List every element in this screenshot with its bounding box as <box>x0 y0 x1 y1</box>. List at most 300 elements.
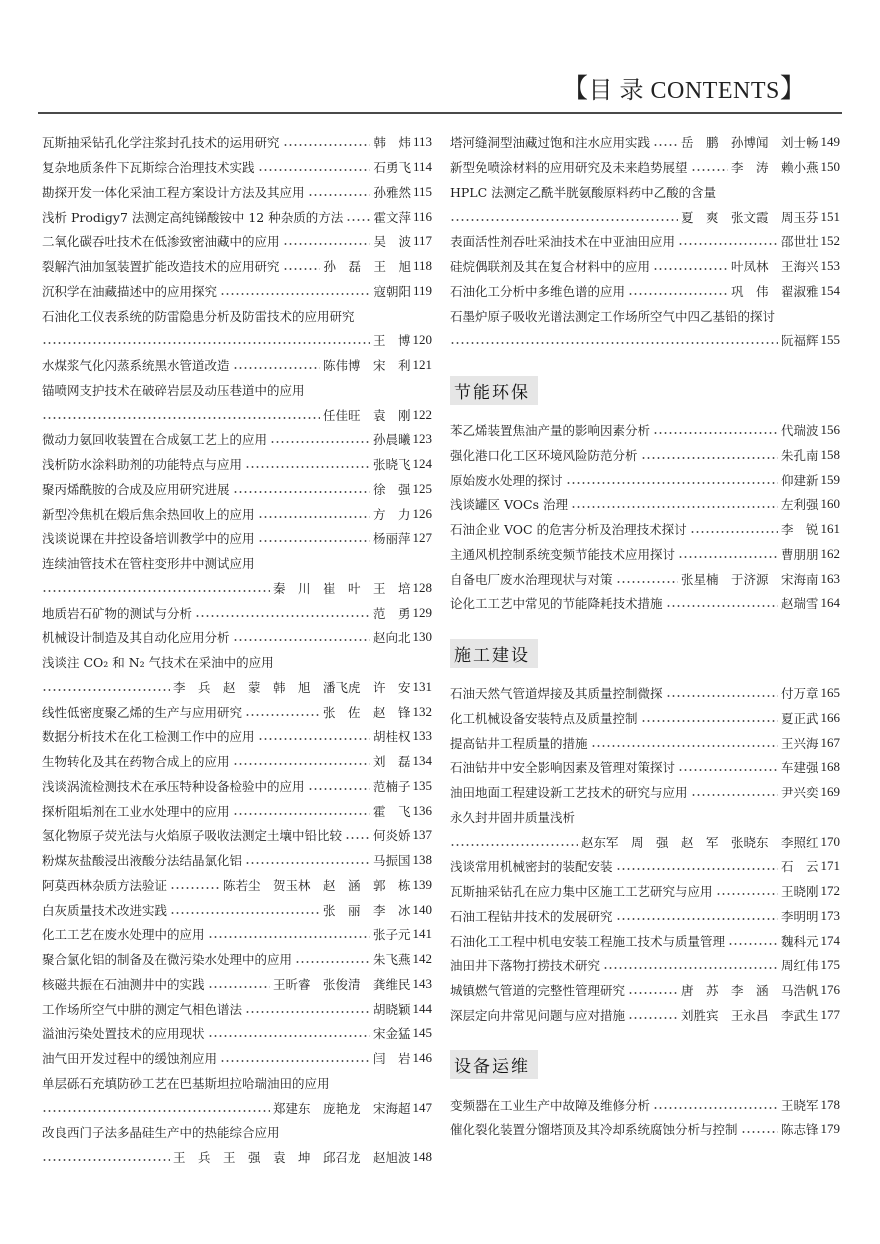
entry-authors: 左利强 <box>780 497 819 513</box>
toc-entry <box>450 542 840 567</box>
entry-authors: 李 锐 <box>780 522 819 538</box>
entry-page: 116 <box>412 208 432 224</box>
entry-title: 石油天然气管道焊接及其质量控制微探 <box>450 686 663 702</box>
entry-authors: 夏正武 <box>780 710 819 726</box>
toc-entry <box>42 947 432 972</box>
dot-leader <box>653 1107 778 1109</box>
toc-entry <box>42 501 432 526</box>
dot-leader <box>691 794 778 796</box>
toc-entry <box>42 254 432 279</box>
entry-page: 140 <box>412 901 432 917</box>
toc-entry <box>42 625 432 650</box>
toc-entry <box>450 928 840 953</box>
entry-page: 149 <box>820 134 840 150</box>
entry-page: 164 <box>820 595 840 611</box>
toc-entry <box>450 953 840 978</box>
entry-authors: 石 云 <box>780 859 819 875</box>
entry-title: 浅谈常用机械密封的装配安装 <box>450 859 613 875</box>
entry-authors: 付万章 <box>780 686 819 702</box>
toc-entry <box>450 229 840 254</box>
entry-title: 浅谈涡流检测技术在承压特种设备检验中的应用 <box>42 778 305 794</box>
entry-title: 水煤浆气化闪蒸系统黑水管道改造 <box>42 358 230 374</box>
entry-page: 147 <box>412 1099 432 1115</box>
entry-authors: 石勇飞 <box>373 160 411 176</box>
entry-page: 139 <box>412 876 432 892</box>
entry-page: 155 <box>820 332 840 348</box>
entry-title: 深层定向井常见问题与应对措施 <box>450 1007 626 1023</box>
toc-entry <box>450 780 840 805</box>
page-title: 目 录 CONTENTS <box>588 78 780 104</box>
dot-leader <box>308 788 370 790</box>
entry-authors: 孙晨曦 <box>372 432 411 448</box>
section-title-construction: 施工建设 <box>450 639 538 668</box>
entry-authors: 仰建新 <box>780 472 819 488</box>
entry-title: 聚合氯化铝的制备及在微污染水处理中的应用 <box>42 952 293 968</box>
entry-authors: 岳 鹏 孙博闻 刘士畅 <box>680 135 819 151</box>
entry-title: 原始废水处理的探讨 <box>450 472 563 488</box>
entry-page: 126 <box>412 505 432 521</box>
entry-page: 162 <box>820 545 840 561</box>
entry-page: 172 <box>820 883 840 899</box>
toc-entry <box>42 699 432 724</box>
toc-entry <box>42 972 432 997</box>
toc-entry <box>42 526 432 551</box>
toc-entry <box>42 155 432 180</box>
entry-title: 催化裂化装置分馏塔顶及其冷却系统腐蚀分析与控制 <box>450 1122 738 1138</box>
toc-entry <box>450 978 840 1003</box>
dot-leader <box>616 581 678 583</box>
entry-title: 石油化工仪表系统的防雷隐患分析及防雷技术的应用研究 <box>42 308 355 324</box>
toc-entry <box>450 180 840 205</box>
entry-authors: 孙雅然 <box>373 184 411 200</box>
entry-title: 工作场所空气中肼的测定气相色谱法 <box>42 1001 243 1017</box>
entry-page: 124 <box>412 456 432 472</box>
entry-page: 133 <box>412 728 432 744</box>
entry-title: 石油钻井中安全影响因素及管理对策探讨 <box>450 760 676 776</box>
entry-authors: 吴 波 <box>373 234 411 250</box>
entry-title: 核磁共振在石油测井中的实践 <box>42 976 205 992</box>
entry-title: 粉煤灰盐酸浸出液酸分法结晶氯化铝 <box>42 853 243 869</box>
entry-authors: 陈志锋 <box>780 1122 819 1138</box>
toc-entry <box>450 1003 840 1028</box>
entry-title: 油田井下落物打捞技术研究 <box>450 958 601 974</box>
section-title-equipment: 设备运维 <box>450 1050 538 1079</box>
entry-authors: 霍文萍 <box>373 209 411 225</box>
entry-authors: 马振国 <box>372 853 411 869</box>
toc-entry <box>42 130 432 155</box>
dot-leader <box>233 367 320 369</box>
entry-page: 176 <box>820 982 840 998</box>
entry-authors: 尹兴奕 <box>780 785 819 801</box>
toc-entry <box>42 1021 432 1046</box>
dot-leader <box>170 912 320 914</box>
entry-page: 142 <box>412 951 432 967</box>
entry-page: 178 <box>820 1096 840 1112</box>
entry-title: 瓦斯抽采钻孔化学注浆封孔技术的运用研究 <box>42 135 280 151</box>
entry-title: 锚喷网支护技术在破碎岩层及动压巷道中的应用 <box>42 382 305 398</box>
entry-authors: 宋金猛 <box>372 1026 411 1042</box>
entry-page: 125 <box>412 480 432 496</box>
entry-page: 137 <box>412 827 432 843</box>
toc-entry <box>450 879 840 904</box>
dot-leader <box>283 144 371 146</box>
dot-leader <box>233 763 370 765</box>
entry-title: 石油化工分析中多维色谱的应用 <box>450 283 626 299</box>
dot-leader <box>591 745 778 747</box>
toc-entry <box>42 798 432 823</box>
entry-page: 168 <box>820 759 840 775</box>
entry-authors: 胡晓颖 <box>372 1001 411 1017</box>
entry-authors: 闫 岩 <box>372 1051 411 1067</box>
toc-entry <box>42 551 432 576</box>
toc-entry <box>42 996 432 1021</box>
dot-leader <box>42 590 270 592</box>
dot-leader <box>450 342 778 344</box>
toc-entry <box>42 724 432 749</box>
entry-authors: 郑建东 庞艳龙 宋海超 <box>272 1100 411 1116</box>
toc-entry <box>450 854 840 879</box>
entry-authors: 邵世壮 <box>780 234 819 250</box>
entry-page: 174 <box>820 932 840 948</box>
toc-entry <box>450 254 840 279</box>
entry-authors: 胡桂权 <box>372 729 411 745</box>
entry-title: 塔河缝洞型油藏过饱和注水应用实践 <box>450 135 651 151</box>
dot-leader <box>42 417 320 419</box>
dot-leader <box>571 506 778 508</box>
entry-title: 硅烷偶联剂及其在复合材料中的应用 <box>450 259 651 275</box>
toc-entry <box>42 1120 432 1145</box>
entry-page: 134 <box>412 753 432 769</box>
toc-entry <box>450 204 840 229</box>
dot-leader <box>245 714 320 716</box>
entry-authors: 秦 川 崔 叶 王 培 <box>272 580 411 596</box>
toc-entry <box>42 774 432 799</box>
entry-authors: 李明明 <box>780 908 819 924</box>
entry-title: 沉积学在油藏描述中的应用探究 <box>42 283 218 299</box>
entry-authors: 周红伟 <box>780 958 819 974</box>
entry-page: 143 <box>412 975 432 991</box>
toc-entry <box>450 805 840 830</box>
entry-title: 石油工程钻井技术的发展研究 <box>450 908 613 924</box>
entry-page: 179 <box>820 1121 840 1137</box>
entry-authors: 李 兵 赵 蒙 韩 旭 潘飞虎 许 安 <box>172 679 411 695</box>
entry-title: 裂解汽油加氢装置扩能改造技术的应用研究 <box>42 259 280 275</box>
entry-title: 聚丙烯酰胺的合成及应用研究进展 <box>42 481 230 497</box>
entry-authors: 赵东军 周 强 赵 军 张晓东 李照红 <box>580 834 819 850</box>
entry-title: 变频器在工业生产中故障及维修分析 <box>450 1097 651 1113</box>
entry-title: 数据分析技术在化工检测工作中的应用 <box>42 729 255 745</box>
toc-entry <box>42 1046 432 1071</box>
entry-authors: 代瑞波 <box>780 423 819 439</box>
dot-leader <box>690 531 778 533</box>
dot-leader <box>258 169 371 171</box>
dot-leader <box>258 516 370 518</box>
section-energy-entries <box>450 418 840 616</box>
toc-entry <box>450 591 840 616</box>
dot-leader <box>641 457 778 459</box>
entry-page: 148 <box>412 1149 432 1165</box>
entry-page: 135 <box>412 777 432 793</box>
entry-authors: 范楠子 <box>372 778 411 794</box>
entry-page: 150 <box>820 159 840 175</box>
entry-title: 石油化工工程中机电安装工程施工技术与质量管理 <box>450 933 726 949</box>
entry-page: 132 <box>412 703 432 719</box>
right-bracket: 】 <box>779 74 807 104</box>
entry-page: 154 <box>820 282 840 298</box>
entry-title: 线性低密度聚乙烯的生产与应用研究 <box>42 704 243 720</box>
entry-authors: 方 力 <box>372 506 411 522</box>
entry-title: 溢油污染处置技术的应用现状 <box>42 1026 205 1042</box>
dot-leader <box>728 943 778 945</box>
dot-leader <box>258 738 370 740</box>
toc-entry <box>450 829 840 854</box>
entry-authors: 巩 伟 翟淑雅 <box>730 283 819 299</box>
entry-authors: 朱飞燕 <box>372 952 411 968</box>
entry-page: 113 <box>412 134 432 150</box>
entry-title: 主通风机控制系统变频节能技术应用探讨 <box>450 546 676 562</box>
entry-authors: 刘 磊 <box>372 754 411 770</box>
entry-page: 119 <box>412 282 432 298</box>
dot-leader <box>603 967 778 969</box>
entry-authors: 王 兵 王 强 袁 坤 邱召龙 赵旭波 <box>172 1150 411 1166</box>
dot-leader <box>628 992 678 994</box>
toc-entry <box>450 303 840 328</box>
entry-page: 117 <box>412 233 432 249</box>
toc-entry <box>450 755 840 780</box>
dot-leader <box>653 268 728 270</box>
entry-authors: 赵向北 <box>372 630 411 646</box>
toc-entry <box>450 130 840 155</box>
entry-title: 微动力氨回收装置在合成氨工艺上的应用 <box>42 432 268 448</box>
entry-title: 地质岩石矿物的测试与分析 <box>42 605 193 621</box>
entry-page: 163 <box>820 570 840 586</box>
entry-page: 153 <box>820 258 840 274</box>
entry-title: 二氧化碳吞吐技术在低渗致密油藏中的应用 <box>42 234 280 250</box>
dot-leader <box>345 837 370 839</box>
right-top-entries <box>450 130 840 353</box>
toc-entry <box>42 353 432 378</box>
left-column <box>42 130 432 1170</box>
entry-title: 白灰质量技术改进实践 <box>42 902 168 918</box>
dot-leader <box>741 1131 778 1133</box>
entry-title: 生物转化及其在药物合成上的应用 <box>42 754 230 770</box>
entry-title: 浅谈说课在井控设备培训教学中的应用 <box>42 531 255 547</box>
entry-authors: 李 涛 赖小燕 <box>730 160 819 176</box>
entry-page: 120 <box>412 332 432 348</box>
dot-leader <box>678 769 778 771</box>
header-rule <box>38 112 842 114</box>
entry-page: 114 <box>412 159 432 175</box>
toc-entry <box>42 378 432 403</box>
entry-title: 油田地面工程建设新工艺技术的研究与应用 <box>450 785 688 801</box>
entry-authors: 王 博 <box>372 333 411 349</box>
entry-title: 浅谈罐区 VOCs 治理 <box>450 497 568 513</box>
entry-authors: 张子元 <box>372 927 411 943</box>
section-title-energy: 节能环保 <box>450 376 538 405</box>
dot-leader <box>245 862 370 864</box>
dot-leader <box>195 615 370 617</box>
dot-leader <box>233 813 370 815</box>
dot-leader <box>346 219 370 221</box>
dot-leader <box>170 887 220 889</box>
entry-authors: 范 勇 <box>372 605 411 621</box>
entry-title: 氢化物原子荧光法与火焰原子吸收法测定土壤中铅比较 <box>42 828 343 844</box>
dot-leader <box>566 482 778 484</box>
entry-page: 129 <box>412 604 432 620</box>
entry-page: 123 <box>412 431 432 447</box>
contents-header <box>562 68 842 112</box>
entry-authors: 张 佐 赵 锋 <box>322 704 411 720</box>
entry-page: 156 <box>820 422 840 438</box>
entry-page: 158 <box>820 446 840 462</box>
entry-page: 128 <box>412 579 432 595</box>
toc-entry <box>450 1117 840 1142</box>
toc-entry <box>42 922 432 947</box>
toc-entry <box>42 1071 432 1096</box>
dot-leader <box>233 491 370 493</box>
entry-page: 115 <box>412 183 432 199</box>
entry-authors: 韩 炜 <box>373 135 411 151</box>
entry-authors: 魏科元 <box>780 933 819 949</box>
dot-leader <box>42 1159 170 1161</box>
toc-entry <box>450 517 840 542</box>
entry-page: 130 <box>412 629 432 645</box>
entry-title: 改良西门子法多晶硅生产中的热能综合应用 <box>42 1125 280 1141</box>
entry-page: 166 <box>820 709 840 725</box>
entry-title: 化工工艺在废水处理中的应用 <box>42 927 205 943</box>
entry-page: 170 <box>820 833 840 849</box>
toc-entry <box>42 897 432 922</box>
dot-leader <box>628 1017 678 1019</box>
entry-page: 138 <box>412 852 432 868</box>
entry-page: 145 <box>412 1025 432 1041</box>
entry-title: 浅谈注 CO₂ 和 N₂ 气技术在采油中的应用 <box>42 655 274 671</box>
dot-leader <box>641 720 778 722</box>
entry-page: 171 <box>820 858 840 874</box>
dot-leader <box>208 986 270 988</box>
toc-entry <box>42 427 432 452</box>
dot-leader <box>678 556 778 558</box>
toc-entry <box>42 749 432 774</box>
entry-authors: 陈伟博 宋 利 <box>322 358 411 374</box>
dot-leader <box>42 689 170 691</box>
entry-title: 永久封井固井质量浅析 <box>450 809 576 825</box>
toc-entry <box>42 873 432 898</box>
entry-page: 121 <box>412 357 432 373</box>
entry-title: 连续油管技术在管柱变形井中测试应用 <box>42 556 255 572</box>
entry-title: 瓦斯抽采钻孔在应力集中区施工工艺研究与应用 <box>450 884 713 900</box>
dot-leader <box>628 293 728 295</box>
entry-title: 表面活性剂吞吐采油技术在中亚油田应用 <box>450 234 676 250</box>
entry-title: 复杂地质条件下瓦斯综合治理技术实践 <box>42 160 255 176</box>
entry-authors: 朱孔南 <box>780 447 819 463</box>
dot-leader <box>666 605 778 607</box>
toc-entry <box>450 904 840 929</box>
dot-leader <box>308 194 371 196</box>
left-bracket: 【 <box>562 74 589 104</box>
entry-authors: 曹朋朋 <box>780 546 819 562</box>
dot-leader <box>295 961 370 963</box>
entry-title: 石墨炉原子吸收光谱法测定工作场所空气中四乙基铅的探讨 <box>450 308 776 324</box>
entry-page: 160 <box>820 496 840 512</box>
dot-leader <box>220 1060 370 1062</box>
entry-title: 单层砾石充填防砂工艺在巴基斯坦拉哈瑞油田的应用 <box>42 1075 330 1091</box>
dot-leader <box>616 868 778 870</box>
entry-authors: 杨丽萍 <box>372 531 411 547</box>
toc-entry <box>42 650 432 675</box>
entry-title: 机械设计制造及其自动化应用分析 <box>42 630 230 646</box>
toc-entry <box>42 848 432 873</box>
toc-entry <box>42 204 432 229</box>
toc-entry <box>450 418 840 443</box>
dot-leader <box>245 1011 370 1013</box>
dot-leader <box>258 540 370 542</box>
entry-authors: 刘胜宾 王永昌 李武生 <box>680 1007 819 1023</box>
dot-leader <box>42 342 370 344</box>
entry-title: 浅析防水涂料助剂的功能特点与应用 <box>42 457 243 473</box>
toc-entry <box>42 303 432 328</box>
dot-leader <box>208 1035 370 1037</box>
toc-entry <box>42 675 432 700</box>
toc-entry <box>42 279 432 304</box>
entry-authors: 任佳旺 袁 刚 <box>322 407 411 423</box>
toc-entry <box>450 467 840 492</box>
entry-title: 强化港口化工区环境风险防范分析 <box>450 447 638 463</box>
entry-title: 新型冷焦机在煅后焦余热回收上的应用 <box>42 506 255 522</box>
entry-authors: 张晓飞 <box>372 457 411 473</box>
entry-title: 提高钻井工程质量的措施 <box>450 735 588 751</box>
entry-title: 苯乙烯装置焦油产量的影响因素分析 <box>450 423 651 439</box>
entry-authors: 张 丽 李 冰 <box>322 902 411 918</box>
entry-authors: 寇朝阳 <box>373 283 411 299</box>
entry-title: HPLC 法测定乙酰半胱氨酸原料药中乙酸的含量 <box>450 184 717 200</box>
toc-entry <box>450 328 840 353</box>
entry-title: 城镇燃气管道的完整性管理研究 <box>450 983 626 999</box>
dot-leader <box>283 243 371 245</box>
toc-entry <box>42 600 432 625</box>
dot-leader <box>653 432 778 434</box>
entry-authors: 车建强 <box>780 760 819 776</box>
entry-authors: 何炎娇 <box>372 828 411 844</box>
dot-leader <box>220 293 370 295</box>
toc-entry <box>42 1095 432 1120</box>
entry-authors: 陈若尘 贺玉林 赵 涵 郭 栋 <box>222 877 411 893</box>
entry-authors: 王兴海 <box>780 735 819 751</box>
dot-leader <box>450 844 578 846</box>
toc-entry <box>42 452 432 477</box>
entry-authors: 唐 苏 李 涵 马浩帆 <box>680 983 819 999</box>
toc-entry <box>42 402 432 427</box>
entry-title: 自备电厂废水治理现状与对策 <box>450 571 613 587</box>
toc-entry <box>450 706 840 731</box>
entry-title: 论化工工艺中常见的节能降耗技术措施 <box>450 596 663 612</box>
toc-entry <box>450 279 840 304</box>
entry-title: 化工机械设备安装特点及质量控制 <box>450 710 638 726</box>
dot-leader <box>42 1110 270 1112</box>
entry-page: 161 <box>820 521 840 537</box>
entry-page: 136 <box>412 802 432 818</box>
entry-page: 146 <box>412 1050 432 1066</box>
entry-title: 新型免喷涂材料的应用研究及未来趋势展望 <box>450 160 688 176</box>
dot-leader <box>270 441 370 443</box>
toc-entry <box>42 477 432 502</box>
entry-page: 151 <box>820 208 840 224</box>
entry-authors: 霍 飞 <box>372 803 411 819</box>
dot-leader <box>716 893 778 895</box>
entry-page: 141 <box>412 926 432 942</box>
entry-authors: 王晓刚 <box>780 884 819 900</box>
toc-entry <box>42 229 432 254</box>
